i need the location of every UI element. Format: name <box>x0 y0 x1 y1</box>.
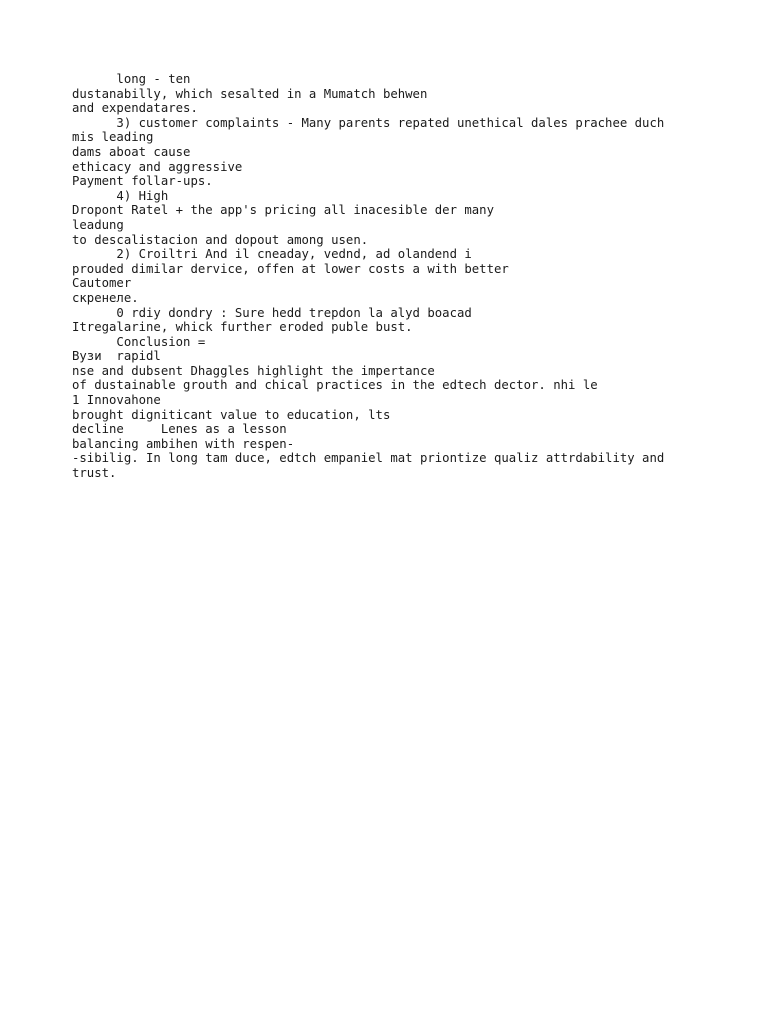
text-line: 1 Innovahone <box>72 393 161 408</box>
text-line: long - ten <box>72 72 191 86</box>
text-line: dams aboat cause <box>72 144 191 159</box>
text-line: of dustainable grouth and chical practices in the edtech dector. nhi le <box>72 378 598 393</box>
text-line: and expendatares. <box>72 101 198 116</box>
text-line: prouded dimilar dervice, offen at lower costs a with better <box>72 261 509 276</box>
text-line: mis leading <box>72 130 154 145</box>
text-line: brought digniticant value to education, lts <box>72 407 391 422</box>
text-line: Payment follar-ups. <box>72 174 213 189</box>
text-line: -sibilig. In long tam duce, edtch empaniel mat priontize qualiz attrdability and <box>72 451 665 466</box>
document-body <box>72 72 692 481</box>
text-line: 0 rdiy dondry : Sure hedd trepdon la alyd boacad <box>72 305 472 320</box>
text-line: trust. <box>72 466 117 481</box>
text-line: 4) High <box>72 188 169 203</box>
text-line: 2) Croiltri And il cneaday, vednd, ad olandend i <box>72 247 472 262</box>
text-line: Itregalarine, whick further eroded puble bust. <box>72 320 413 335</box>
text-line: dustanabilly, which sesalted in a Mumatch behwen <box>72 86 428 101</box>
text-line: nse and dubsent Dhaggles highlight the impertance <box>72 363 435 378</box>
text-line: Вузи rapidl <box>72 349 161 364</box>
text-line: decline Lenes as a lesson <box>72 422 287 437</box>
text-line: leadung <box>72 217 124 232</box>
text-line: ethicacy and aggressive <box>72 159 243 174</box>
text-line: Conclusion = <box>72 334 206 349</box>
text-line: to descalistacion and dopout among usen. <box>72 232 369 247</box>
text-line: Dropont Ratel + the app's pricing all inacesible der many <box>72 203 494 218</box>
text-line: balancing ambihen with respen- <box>72 436 295 451</box>
text-line: Cautomer <box>72 276 132 291</box>
text-line: скренеле. <box>72 290 139 305</box>
text-line: 3) customer complaints - Many parents repated unethical dales prachee duch <box>72 115 665 130</box>
